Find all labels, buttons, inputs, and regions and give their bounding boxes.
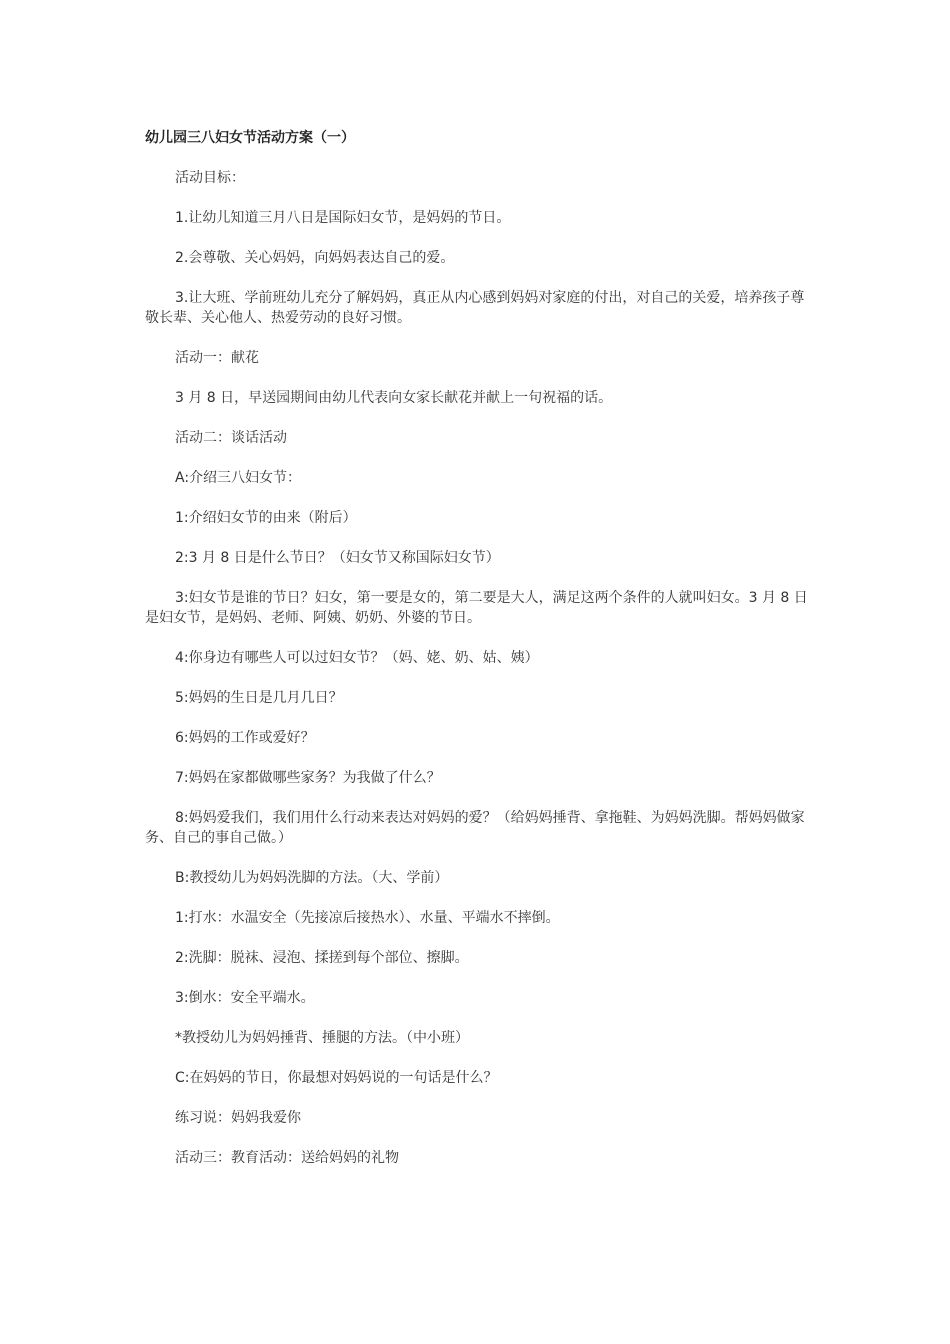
paragraph-b-3: 3:倒水：安全平端水。 xyxy=(175,990,315,1006)
paragraph-activity-2-heading: 活动二：谈话活动 xyxy=(175,430,287,446)
paragraph-b-2: 2:洗脚：脱袜、浸泡、揉搓到每个部位、擦脚。 xyxy=(175,950,469,966)
paragraph-a-8: 8:妈妈爱我们，我们用什么行动来表达对妈妈的爱？（给妈妈捶背、拿拖鞋、为妈妈洗脚。帮妈妈做家务、自己的事自己做。） xyxy=(145,810,805,846)
document-title: 幼儿园三八妇女节活动方案（一） xyxy=(145,130,355,146)
paragraph-section-a: A:介绍三八妇女节： xyxy=(175,470,302,486)
paragraph-section-c: C:在妈妈的节日，你最想对妈妈说的一句话是什么？ xyxy=(175,1070,498,1086)
paragraph-a-3: 3:妇女节是谁的节日？妇女，第一要是女的，第二要是大人，满足这两个条件的人就叫妇女。3 月 8 日是妇女节，是妈妈、老师、阿姨、奶奶、外婆的节日。 xyxy=(145,590,808,626)
paragraph-section-b: B:教授幼儿为妈妈洗脚的方法。（大、学前） xyxy=(175,870,449,886)
paragraph-goal-3: 3.让大班、学前班幼儿充分了解妈妈，真正从内心感到妈妈对家庭的付出，对自己的关爱，培养孩子尊敬长辈、关心他人、热爱劳动的良好习惯。 xyxy=(145,290,805,326)
paragraph-goal-heading: 活动目标： xyxy=(175,170,245,186)
paragraph-activity-3-heading: 活动三：教育活动：送给妈妈的礼物 xyxy=(175,1150,399,1166)
paragraph-a-1: 1:介绍妇女节的由来（附后） xyxy=(175,510,357,526)
paragraph-a-6: 6:妈妈的工作或爱好？ xyxy=(175,730,315,746)
paragraph-activity-1-heading: 活动一：献花 xyxy=(175,350,259,366)
paragraph-b-1: 1:打水：水温安全（先接凉后接热水）、水量、平端水不摔倒。 xyxy=(175,910,560,926)
paragraph-goal-1: 1.让幼儿知道三月八日是国际妇女节，是妈妈的节日。 xyxy=(175,210,511,226)
paragraph-activity-1-body: 3 月 8 日，早送园期间由幼儿代表向女家长献花并献上一句祝福的话。 xyxy=(175,390,613,406)
paragraph-b-note: *教授幼儿为妈妈捶背、捶腿的方法。（中小班） xyxy=(175,1030,469,1046)
paragraph-a-5: 5:妈妈的生日是几月几日？ xyxy=(175,690,343,706)
paragraph-a-4: 4:你身边有哪些人可以过妇女节？（妈、姥、奶、姑、姨） xyxy=(175,650,539,666)
paragraph-c-practice: 练习说：妈妈我爱你 xyxy=(175,1110,301,1126)
paragraph-goal-2: 2.会尊敬、关心妈妈，向妈妈表达自己的爱。 xyxy=(175,250,455,266)
document-body xyxy=(145,128,810,1188)
paragraph-a-2: 2:3 月 8 日是什么节日？（妇女节又称国际妇女节） xyxy=(175,550,500,566)
paragraph-a-7: 7:妈妈在家都做哪些家务？为我做了什么？ xyxy=(175,770,441,786)
